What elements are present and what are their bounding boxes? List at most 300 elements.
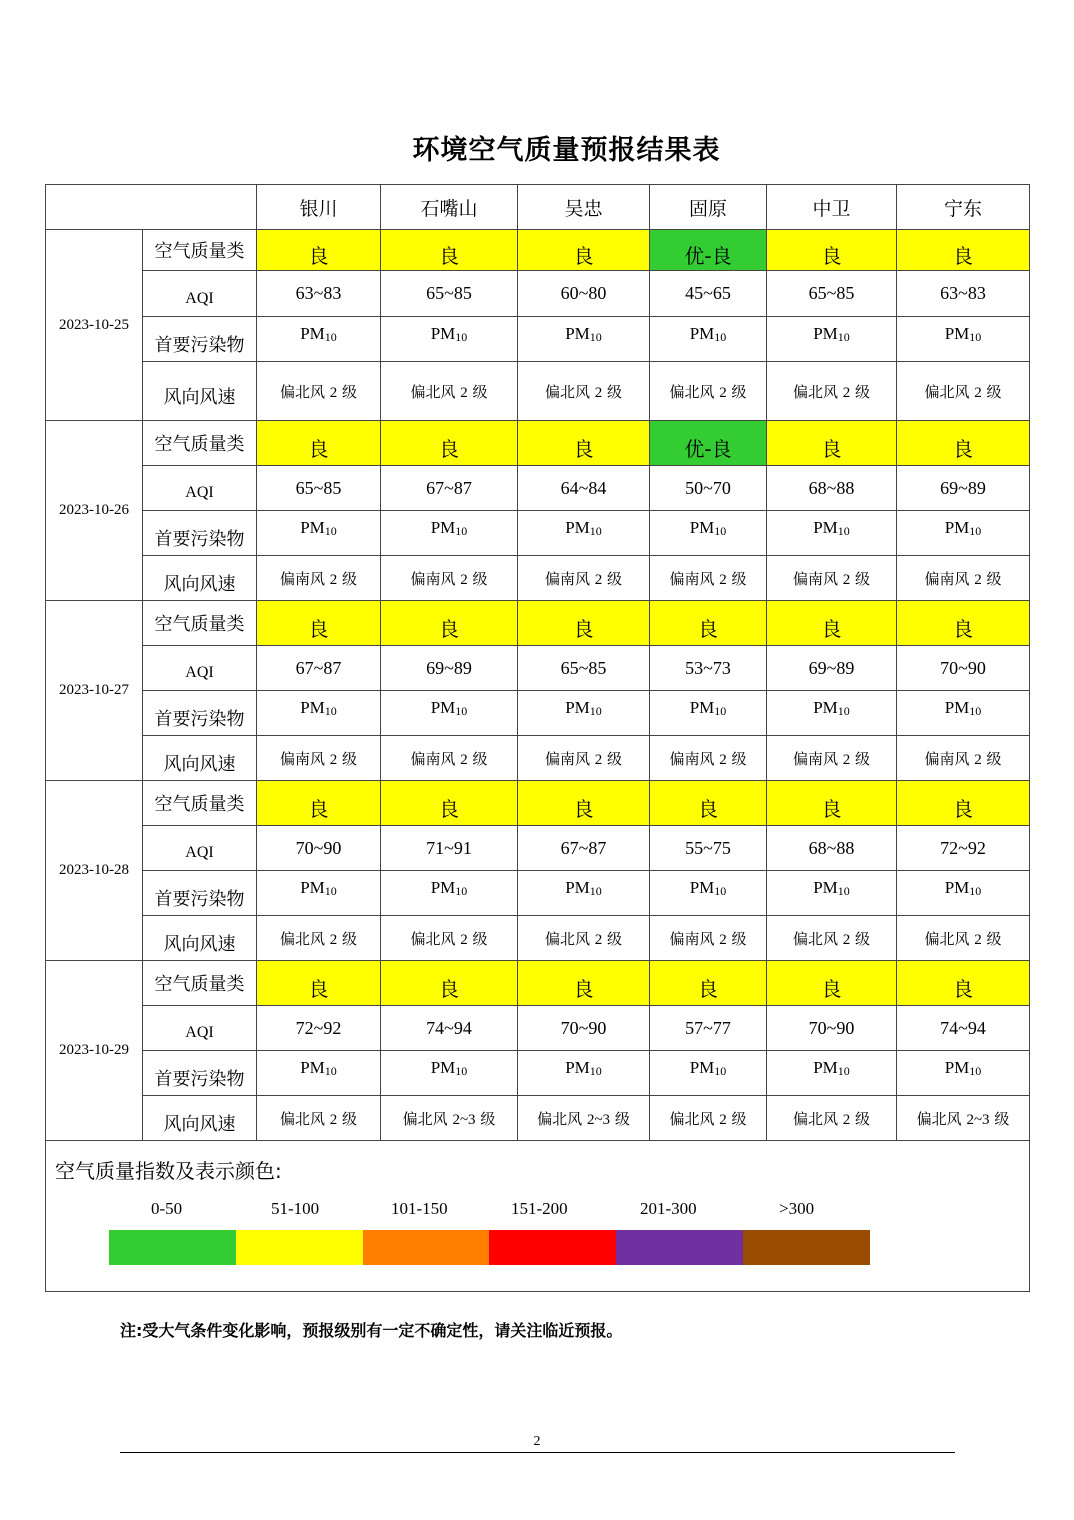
pollutant-value: PM xyxy=(565,324,590,343)
city-name: 吴忠 xyxy=(564,197,603,220)
quality-cell xyxy=(257,781,381,826)
wind-row xyxy=(46,362,1030,421)
forecast-date: 2023-10-25 xyxy=(59,316,129,333)
quality-value: 良 xyxy=(573,436,594,461)
wind-unit: 级 xyxy=(731,1109,747,1128)
pollutant-row xyxy=(46,871,1030,916)
aqi-row xyxy=(46,466,1030,511)
aqi-label: AQI xyxy=(185,1024,214,1041)
wind-level: 2 xyxy=(842,751,851,768)
wind-cell xyxy=(650,736,767,781)
city-header xyxy=(518,185,650,230)
wind-label: 风向风速 xyxy=(163,574,236,595)
aqi-value: 57~77 xyxy=(685,1017,731,1038)
legend-color-swatch xyxy=(109,1230,236,1265)
aqi-cell xyxy=(518,646,650,691)
wind-cell xyxy=(767,736,897,781)
wind-label: 风向风速 xyxy=(163,754,236,775)
wind-direction: 偏南风 xyxy=(924,569,970,588)
pollutant-cell xyxy=(767,511,897,556)
pollutant-cell xyxy=(381,1051,518,1096)
pollutant-cell xyxy=(257,871,381,916)
aqi-label: AQI xyxy=(185,844,214,861)
quality-value: 优-良 xyxy=(684,436,732,461)
pollutant-label-cell xyxy=(143,511,257,556)
wind-level: 2 xyxy=(460,571,468,588)
wind-label: 风向风速 xyxy=(163,387,236,408)
wind-unit: 级 xyxy=(855,569,871,588)
wind-unit: 级 xyxy=(986,569,1002,588)
legend-color-swatch xyxy=(616,1230,743,1265)
pollutant-subscript: 10 xyxy=(455,330,468,344)
wind-cell xyxy=(381,1096,518,1141)
wind-direction: 偏北风 xyxy=(544,929,590,948)
forecast-date: 2023-10-29 xyxy=(59,1042,129,1058)
quality-cell xyxy=(518,421,650,466)
wind-unit: 级 xyxy=(342,749,358,768)
pollutant-cell xyxy=(257,317,381,362)
pollutant-cell xyxy=(767,871,897,916)
pollutant-value: PM xyxy=(430,324,456,343)
wind-unit: 级 xyxy=(342,569,358,588)
wind-cell xyxy=(897,556,1030,601)
wind-direction: 偏北风 xyxy=(279,382,325,401)
pollutant-label-cell xyxy=(143,1051,257,1096)
legend-cell xyxy=(46,1141,1030,1292)
aqi-label: AQI xyxy=(185,289,214,307)
pollutant-value: PM xyxy=(300,698,325,717)
pollutant-cell xyxy=(518,1051,650,1096)
wind-level: 2 xyxy=(594,751,603,768)
pollutant-subscript: 10 xyxy=(714,1064,727,1078)
pollutant-cell xyxy=(650,317,767,362)
forecast-date: 2023-10-26 xyxy=(59,502,129,518)
wind-cell xyxy=(257,1096,381,1141)
pollutant-subscript: 10 xyxy=(714,524,727,538)
quality-value: 良 xyxy=(573,616,594,641)
pollutant-subscript: 10 xyxy=(589,884,602,898)
city-name: 石嘴山 xyxy=(420,197,478,220)
pollutant-subscript: 10 xyxy=(714,884,727,898)
wind-direction: 偏北风 xyxy=(924,382,970,401)
wind-unit: 级 xyxy=(855,1109,871,1128)
date-cell xyxy=(46,961,143,1141)
quality-value: 良 xyxy=(821,976,842,1001)
quality-cell xyxy=(650,961,767,1006)
pollutant-cell xyxy=(897,511,1030,556)
wind-direction: 偏南风 xyxy=(410,569,456,588)
aqi-value: 68~88 xyxy=(808,477,855,498)
aqi-value: 70~90 xyxy=(940,657,986,678)
wind-direction: 偏北风 xyxy=(410,382,456,401)
wind-level: 2 xyxy=(719,931,727,948)
pollutant-row xyxy=(46,511,1030,556)
quality-value: 良 xyxy=(308,976,329,1001)
pollutant-subscript: 10 xyxy=(455,1064,468,1078)
pollutant-label-cell xyxy=(143,317,257,362)
date-cell xyxy=(46,781,143,961)
pollutant-value: PM xyxy=(944,1058,970,1077)
wind-level: 2 xyxy=(594,384,603,401)
wind-level: 2 xyxy=(719,384,727,401)
pollutant-cell xyxy=(381,511,518,556)
quality-label: 空气质量类 xyxy=(154,614,245,635)
aqi-label-cell xyxy=(143,466,257,511)
city-header xyxy=(381,185,518,230)
wind-level: 2 xyxy=(460,931,468,948)
wind-unit: 级 xyxy=(607,569,623,588)
quality-label-cell xyxy=(143,230,257,271)
pollutant-subscript: 10 xyxy=(324,524,337,538)
pollutant-cell xyxy=(650,691,767,736)
aqi-row xyxy=(46,1006,1030,1051)
wind-label: 风向风速 xyxy=(163,934,236,955)
aqi-value: 63~83 xyxy=(295,283,342,303)
pollutant-subscript: 10 xyxy=(837,330,850,344)
aqi-cell xyxy=(381,1006,518,1051)
pollutant-subscript: 10 xyxy=(455,884,468,898)
aqi-value: 70~90 xyxy=(560,1017,607,1038)
quality-value: 良 xyxy=(573,796,594,821)
pollutant-subscript: 10 xyxy=(589,704,602,718)
pollutant-cell xyxy=(518,317,650,362)
wind-direction: 偏北风 xyxy=(916,1109,962,1128)
wind-unit: 级 xyxy=(731,382,747,401)
wind-cell xyxy=(650,556,767,601)
wind-unit: 级 xyxy=(607,382,623,401)
wind-direction: 偏北风 xyxy=(537,1109,583,1128)
aqi-cell xyxy=(381,826,518,871)
pollutant-label: 首要污染物 xyxy=(154,529,245,550)
aqi-cell xyxy=(897,466,1030,511)
pollutant-cell xyxy=(767,691,897,736)
wind-level: 2 xyxy=(719,1111,727,1128)
wind-unit: 级 xyxy=(994,1109,1010,1128)
wind-unit: 级 xyxy=(472,749,488,768)
wind-unit: 级 xyxy=(986,749,1002,768)
wind-cell xyxy=(381,736,518,781)
wind-unit: 级 xyxy=(607,749,623,768)
aqi-cell xyxy=(257,1006,381,1051)
aqi-label: AQI xyxy=(185,484,214,501)
quality-value: 良 xyxy=(953,436,973,461)
aqi-cell xyxy=(518,466,650,511)
pollutant-subscript: 10 xyxy=(969,704,982,718)
quality-value: 良 xyxy=(821,436,842,461)
aqi-cell xyxy=(897,826,1030,871)
wind-direction: 偏北风 xyxy=(792,929,838,948)
legend-color-swatch xyxy=(743,1230,870,1265)
aqi-value: 74~94 xyxy=(940,1017,986,1038)
quality-cell xyxy=(381,781,518,826)
pollutant-label: 首要污染物 xyxy=(154,1069,245,1090)
wind-level: 2 xyxy=(719,751,727,768)
pollutant-value: PM xyxy=(565,698,590,717)
quality-row xyxy=(46,230,1030,271)
corner-cell xyxy=(46,185,257,230)
aqi-cell xyxy=(767,826,897,871)
quality-value: 良 xyxy=(953,796,973,821)
legend-color-swatch xyxy=(489,1230,616,1265)
pollutant-value: PM xyxy=(430,1058,456,1077)
pollutant-value: PM xyxy=(813,698,838,717)
wind-direction: 偏南风 xyxy=(544,749,590,768)
wind-cell xyxy=(518,1096,650,1141)
pollutant-cell xyxy=(381,871,518,916)
aqi-value: 65~85 xyxy=(560,657,607,678)
pollutant-cell xyxy=(650,511,767,556)
pollutant-value: PM xyxy=(565,1058,590,1077)
pollutant-subscript: 10 xyxy=(969,884,982,898)
wind-unit: 级 xyxy=(986,382,1002,401)
pollutant-cell xyxy=(518,511,650,556)
pollutant-value: PM xyxy=(944,698,970,717)
aqi-cell xyxy=(518,271,650,317)
quality-cell xyxy=(257,961,381,1006)
city-name: 中卫 xyxy=(812,197,851,220)
pollutant-cell xyxy=(897,691,1030,736)
aqi-cell xyxy=(897,646,1030,691)
header-row xyxy=(46,185,1030,230)
wind-cell xyxy=(897,1096,1030,1141)
city-name: 固原 xyxy=(688,197,727,220)
aqi-cell xyxy=(257,466,381,511)
quality-value: 良 xyxy=(439,243,459,268)
wind-cell xyxy=(650,1096,767,1141)
pollutant-value: PM xyxy=(813,1058,838,1077)
wind-level: 2 xyxy=(460,384,468,401)
quality-value: 良 xyxy=(953,616,973,641)
wind-level: 2 xyxy=(594,931,603,948)
quality-value: 良 xyxy=(953,243,973,268)
legend-range-label: 151-200 xyxy=(511,1199,568,1218)
legend-title: 空气质量指数及表示颜色: xyxy=(55,1159,282,1183)
aqi-label: AQI xyxy=(185,664,214,681)
pollutant-value: PM xyxy=(689,324,715,343)
quality-cell xyxy=(650,421,767,466)
quality-cell xyxy=(767,601,897,646)
pollutant-cell xyxy=(381,317,518,362)
aqi-cell xyxy=(650,271,767,317)
wind-level: 2 xyxy=(329,931,338,948)
pollutant-row xyxy=(46,691,1030,736)
wind-row xyxy=(46,916,1030,961)
wind-cell xyxy=(650,916,767,961)
quality-cell xyxy=(767,230,897,271)
footer-divider xyxy=(120,1452,955,1453)
quality-row xyxy=(46,781,1030,826)
quality-label: 空气质量类 xyxy=(154,241,245,262)
pollutant-value: PM xyxy=(813,878,838,897)
wind-unit: 级 xyxy=(855,749,871,768)
wind-direction: 偏南风 xyxy=(669,749,715,768)
aqi-label-cell xyxy=(143,646,257,691)
quality-cell xyxy=(650,230,767,271)
quality-value: 良 xyxy=(308,616,329,641)
pollutant-subscript: 10 xyxy=(969,330,982,344)
pollutant-cell xyxy=(518,691,650,736)
pollutant-label: 首要污染物 xyxy=(154,709,245,730)
quality-label: 空气质量类 xyxy=(154,974,245,995)
pollutant-subscript: 10 xyxy=(455,524,468,538)
legend-range-label: 101-150 xyxy=(391,1199,448,1218)
quality-cell xyxy=(767,781,897,826)
quality-cell xyxy=(897,421,1030,466)
quality-cell xyxy=(518,601,650,646)
aqi-value: 63~83 xyxy=(940,283,986,303)
aqi-cell xyxy=(381,271,518,317)
quality-cell xyxy=(257,421,381,466)
aqi-cell xyxy=(650,1006,767,1051)
wind-row xyxy=(46,736,1030,781)
pollutant-value: PM xyxy=(944,324,970,343)
aqi-value: 74~94 xyxy=(426,1017,472,1038)
aqi-label-cell xyxy=(143,271,257,317)
pollutant-label: 首要污染物 xyxy=(154,889,245,910)
pollutant-value: PM xyxy=(430,518,456,537)
pollutant-row xyxy=(46,317,1030,362)
quality-value: 良 xyxy=(439,796,459,821)
quality-cell xyxy=(650,781,767,826)
aqi-value: 69~89 xyxy=(808,657,855,678)
quality-cell xyxy=(897,781,1030,826)
pollutant-cell xyxy=(650,871,767,916)
quality-cell xyxy=(518,230,650,271)
aqi-cell xyxy=(767,1006,897,1051)
forecast-date: 2023-10-27 xyxy=(59,682,129,698)
legend-range-label: 0-50 xyxy=(151,1199,183,1218)
wind-label-cell xyxy=(143,362,257,421)
wind-label-cell xyxy=(143,916,257,961)
pollutant-subscript: 10 xyxy=(324,330,337,344)
wind-direction: 偏南风 xyxy=(669,569,715,588)
wind-unit: 级 xyxy=(472,382,488,401)
wind-cell xyxy=(257,362,381,421)
wind-level: 2~3 xyxy=(586,1111,611,1128)
wind-cell xyxy=(518,556,650,601)
pollutant-subscript: 10 xyxy=(589,1064,602,1078)
wind-unit: 级 xyxy=(731,749,747,768)
pollutant-value: PM xyxy=(300,1058,325,1077)
quality-value: 良 xyxy=(698,616,718,641)
aqi-cell xyxy=(897,271,1030,317)
pollutant-subscript: 10 xyxy=(969,524,982,538)
aqi-value: 60~80 xyxy=(560,283,607,303)
wind-cell xyxy=(767,916,897,961)
wind-label-cell xyxy=(143,736,257,781)
date-cell xyxy=(46,230,143,421)
wind-level: 2 xyxy=(329,571,338,588)
aqi-cell xyxy=(767,271,897,317)
wind-direction: 偏南风 xyxy=(924,749,970,768)
pollutant-cell xyxy=(897,317,1030,362)
quality-value: 良 xyxy=(308,436,329,461)
pollutant-subscript: 10 xyxy=(455,704,468,718)
wind-direction: 偏南风 xyxy=(544,569,590,588)
wind-cell xyxy=(257,736,381,781)
legend-range-label: 201-300 xyxy=(640,1199,697,1218)
pollutant-value: PM xyxy=(813,518,838,537)
pollutant-value: PM xyxy=(430,698,456,717)
pollutant-subscript: 10 xyxy=(589,524,602,538)
wind-cell xyxy=(257,556,381,601)
quality-cell xyxy=(897,961,1030,1006)
aqi-value: 65~85 xyxy=(808,283,855,303)
legend-range-label: 51-100 xyxy=(271,1199,320,1218)
wind-unit: 级 xyxy=(731,929,747,948)
aqi-cell xyxy=(257,271,381,317)
city-header xyxy=(897,185,1030,230)
city-header xyxy=(767,185,897,230)
wind-cell xyxy=(897,736,1030,781)
aqi-value: 67~87 xyxy=(295,657,342,678)
wind-level: 2 xyxy=(329,751,338,768)
wind-direction: 偏北风 xyxy=(669,1109,715,1128)
pollutant-label-cell xyxy=(143,871,257,916)
quality-row xyxy=(46,421,1030,466)
quality-value: 良 xyxy=(439,976,459,1001)
pollutant-value: PM xyxy=(300,878,325,897)
pollutant-value: PM xyxy=(689,878,715,897)
pollutant-cell xyxy=(767,1051,897,1096)
quality-cell xyxy=(518,781,650,826)
aqi-row xyxy=(46,826,1030,871)
wind-level: 2 xyxy=(974,931,982,948)
wind-level: 2 xyxy=(594,571,603,588)
wind-unit: 级 xyxy=(472,929,488,948)
aqi-value: 65~85 xyxy=(426,283,472,303)
aqi-value: 45~65 xyxy=(685,283,731,303)
quality-value: 良 xyxy=(308,243,329,268)
wind-cell xyxy=(381,916,518,961)
quality-cell xyxy=(518,961,650,1006)
quality-value: 良 xyxy=(439,436,459,461)
pollutant-subscript: 10 xyxy=(714,704,727,718)
pollutant-subscript: 10 xyxy=(837,1064,850,1078)
pollutant-value: PM xyxy=(944,878,970,897)
wind-unit: 级 xyxy=(342,382,358,401)
aqi-cell xyxy=(518,826,650,871)
pollutant-value: PM xyxy=(565,878,590,897)
pollutant-subscript: 10 xyxy=(324,704,337,718)
pollutant-cell xyxy=(897,1051,1030,1096)
pollutant-value: PM xyxy=(300,518,325,537)
wind-label-cell xyxy=(143,1096,257,1141)
wind-direction: 偏北风 xyxy=(279,1109,325,1128)
aqi-row xyxy=(46,646,1030,691)
aqi-row xyxy=(46,271,1030,317)
aqi-cell xyxy=(257,826,381,871)
city-header xyxy=(257,185,381,230)
pollutant-value: PM xyxy=(689,698,715,717)
pollutant-subscript: 10 xyxy=(324,1064,337,1078)
wind-level: 2~3 xyxy=(452,1111,476,1128)
wind-level: 2 xyxy=(842,931,851,948)
wind-cell xyxy=(897,362,1030,421)
legend-color-swatch xyxy=(236,1230,363,1265)
wind-unit: 级 xyxy=(855,382,871,401)
wind-direction: 偏北风 xyxy=(792,382,838,401)
wind-unit: 级 xyxy=(607,929,623,948)
wind-cell xyxy=(518,916,650,961)
aqi-value: 50~70 xyxy=(685,477,731,498)
quality-value: 良 xyxy=(573,976,594,1001)
aqi-cell xyxy=(518,1006,650,1051)
wind-level: 2 xyxy=(329,384,338,401)
wind-level: 2 xyxy=(842,571,851,588)
wind-level: 2 xyxy=(719,571,727,588)
page-number: 2 xyxy=(533,1434,541,1449)
